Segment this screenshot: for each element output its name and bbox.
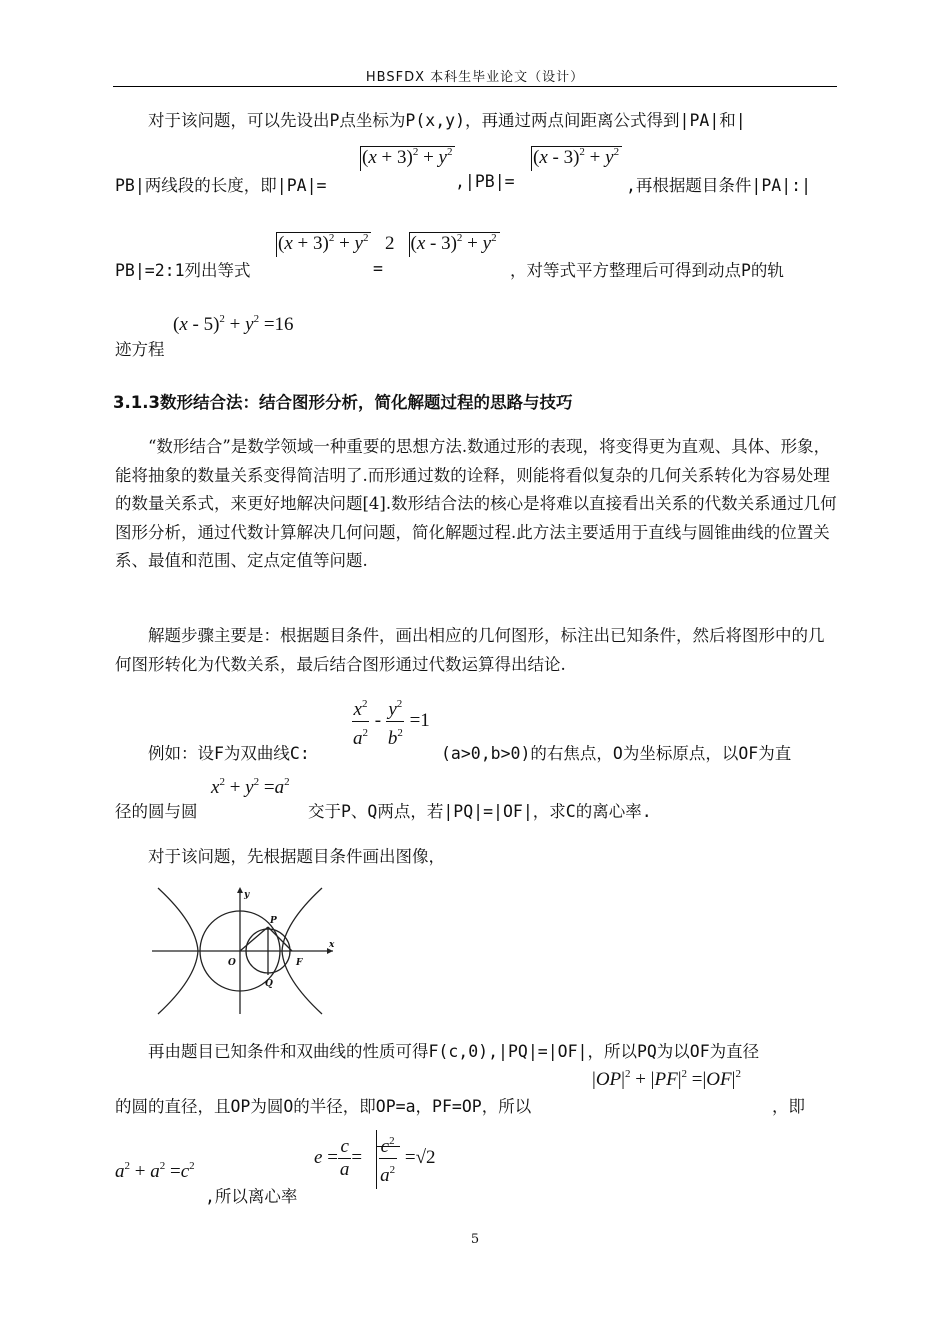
example-line2-a: 径的圆与圆 (115, 802, 198, 821)
example-line1-a: 例如：设F为双曲线C: (148, 744, 310, 763)
example-line2-b: 交于P、Q两点，若|PQ|=|OF|，求C的离心率. (308, 802, 652, 821)
p5-line2-b: ，即 (772, 1097, 805, 1116)
p1-line3-a: PB|=2:1列出等式 (115, 261, 251, 280)
p1-line2-a: PB|两线段的长度，即|PA|= (115, 176, 327, 195)
math-eccentricity: e = $\frac{c}{a}$ = $\frac{c^2}{a^2}$ =√2 (314, 1130, 436, 1187)
example-line1-b: (a>0,b>0)的右焦点，O为坐标原点，以OF为直 (441, 744, 792, 763)
math-pythagoras: $|OP|^2 + |PF|^2 =|OF|^2$ (592, 1068, 741, 1090)
label-q: Q (265, 979, 273, 989)
p1-line3-b: = (373, 259, 383, 278)
label-y: y (244, 890, 250, 900)
p5-line3: ,所以离心率 (205, 1187, 298, 1206)
math-hyperbola: $\frac{x^2}{a^2}$ - $\frac{y^2}{b^2}$ =1 (351, 693, 430, 750)
math-pb-distance: $(x - 3)^2 + y^2$ (517, 146, 622, 169)
running-header: HBSFDX 本科生毕业论文（设计） (365, 70, 585, 85)
p1-line2-b: ,|PB|= (455, 172, 515, 191)
page-number: 5 (470, 1232, 480, 1247)
header-rule (113, 86, 837, 87)
math-trajectory: $(x - 5)^2 + y^2 =16$ (173, 313, 294, 335)
math-aac: $a^2 + a^2 =c^2$ (115, 1160, 195, 1182)
math-eq-left: $(x + 3)^2 + y^2$ (262, 232, 371, 255)
section-heading: 3.1.3数形结合法：结合图形分析，简化解题过程的思路与技巧 (113, 393, 573, 412)
p1-line3-c: ，对等式平方整理后可得到动点P的轨 (510, 261, 784, 280)
p5-line2-a: 的圆的直径，且OP为圆O的半径，即OP=a，PF=OP，所以 (115, 1097, 532, 1116)
y-axis-arrow (237, 887, 243, 893)
math-pa-distance: $(x + 3)^2 + y^2$ (346, 146, 455, 169)
label-f: F (296, 958, 303, 968)
p3-paragraph: 解题步骤主要是：根据题目条件，画出相应的几何图形，标注出已知条件，然后将图形中的几何图形转化为代数关系，最后结合图形通过代数运算得出结论. (115, 626, 825, 674)
p5-line1: 再由题目已知条件和双曲线的性质可得F(c,0),|PQ|=|OF|，所以PQ为以OF为直径 (148, 1042, 760, 1061)
label-o: O (228, 958, 236, 968)
label-p: P (270, 916, 277, 926)
p2-paragraph: “数形结合”是数学领域一种重要的思想方法.数通过形的表现，将变得更为直观、具体、形象，能将抽象的数量关系变得简洁明了.而形通过数的诠释，则能将看似复杂的几何关系转化为容易处理的数量关系式，来更好地解决问题[4].数形结合法的核心是将难以直接看出关系的代数关系通过几何图形分析，通过代数计算解决几何问题，简化解题过程.此方法主要适用于直线与圆锥曲线的位置关系、最值和范围、定点定值等问题. (115, 437, 837, 570)
math-circle: $x^2 + y^2 =a^2$ (211, 776, 290, 798)
label-x: x (329, 940, 335, 950)
hyperbola-figure (148, 883, 348, 1018)
p4-line: 对于该问题，先根据题目条件画出图像， (148, 847, 445, 866)
math-eq-right: 2 $(x - 3)^2 + y^2$ (385, 232, 500, 255)
p1-line2-c: ,再根据题目条件|PA|:| (626, 176, 812, 195)
segment-op (240, 927, 268, 951)
p1-line1: 对于该问题，可以先设出P点坐标为P(x,y)，再通过两点间距离公式得到|PA|和| (148, 111, 746, 130)
p1-line4: 迹方程 (115, 340, 165, 359)
